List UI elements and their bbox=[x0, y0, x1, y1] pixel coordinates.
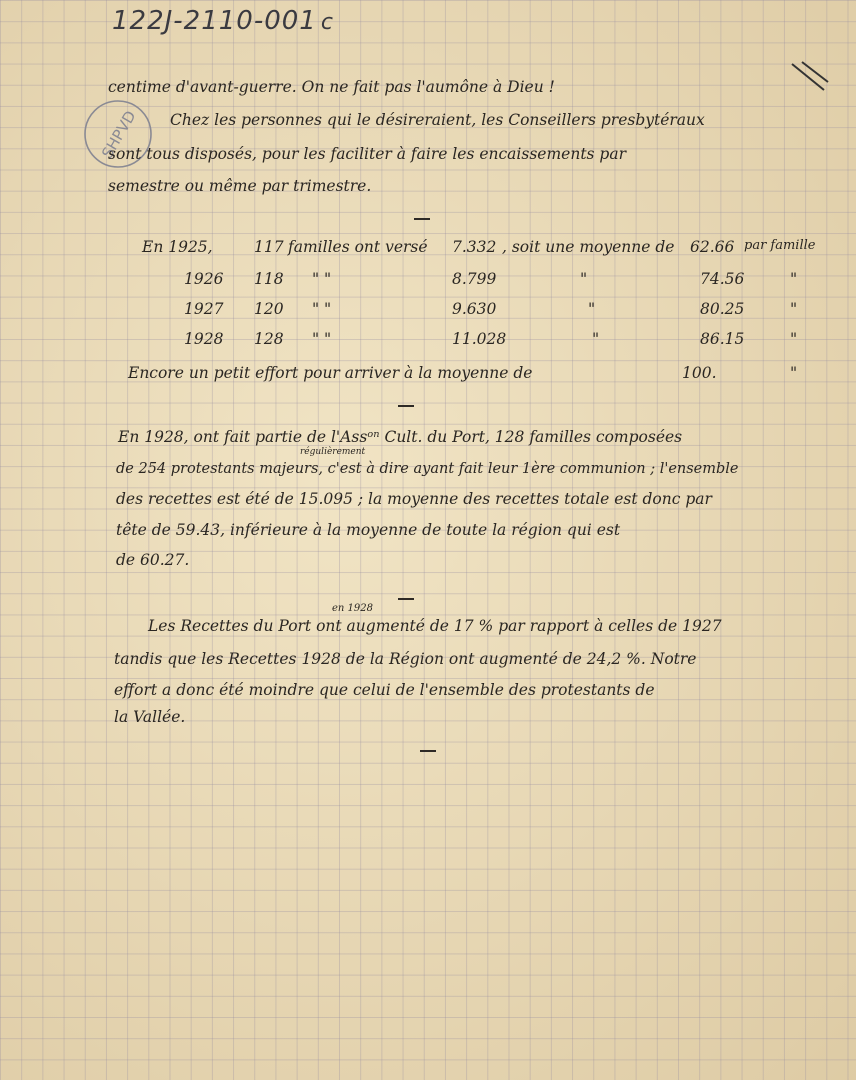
table-row-3-mid: " bbox=[592, 330, 600, 348]
table-row-3-amount: 11.028 bbox=[452, 330, 507, 348]
table-row-0-unit: par famille bbox=[744, 238, 816, 253]
table-row-1-unit: " bbox=[790, 270, 798, 288]
table-row-3-avg: 86.15 bbox=[700, 330, 745, 348]
pencil-mark-icon bbox=[790, 60, 830, 96]
paragraph1-line1: centime d'avant-guerre. On ne fait pas l'aumône à Dieu ! bbox=[108, 78, 555, 96]
table-row-3-verb: " " bbox=[312, 330, 332, 348]
table-row-2-unit: " bbox=[790, 300, 798, 318]
table-row-1-families: 118 bbox=[254, 270, 284, 288]
table-row-1-amount: 8.799 bbox=[452, 270, 497, 288]
paragraph3-line4: la Vallée. bbox=[114, 708, 186, 726]
table-row-0-families: 117 bbox=[254, 238, 284, 256]
paragraph2-line1: En 1928, ont fait partie de l'Assᵒⁿ Cult. du Port, 128 familles composées bbox=[118, 428, 683, 446]
table-row-1-year: 1926 bbox=[184, 270, 224, 288]
table-row-2-families: 120 bbox=[254, 300, 284, 318]
reference-code-main: 122J-2110-001 bbox=[112, 6, 317, 36]
table-target: 100. bbox=[682, 364, 717, 382]
separator-dash bbox=[414, 218, 430, 220]
table-row-2-avg: 80.25 bbox=[700, 300, 745, 318]
table-row-1-verb: " " bbox=[312, 270, 332, 288]
separator-dash bbox=[398, 598, 414, 600]
paragraph1-line2: Chez les personnes qui le désireraient, les Conseillers presbytéraux bbox=[170, 111, 705, 129]
table-row-0-year: En 1925, bbox=[142, 238, 213, 256]
paragraph2-line5: de 60.27. bbox=[116, 551, 190, 569]
table-row-2-verb: " " bbox=[312, 300, 332, 318]
table-row-3-unit: " bbox=[790, 330, 798, 348]
paragraph2-line2: de 254 protestants majeurs, c'est à dire ayant fait leur 1ère communion ; l'ensemble bbox=[116, 461, 739, 477]
table-row-0-amount: 7.332 bbox=[452, 238, 497, 256]
paragraph2-line3: des recettes est été de 15.095 ; la moyenne des recettes totale est donc par bbox=[116, 490, 712, 508]
paragraph3-line2: tandis que les Recettes 1928 de la Région ont augmenté de 24,2 %. Notre bbox=[114, 650, 697, 668]
table-row-3-year: 1928 bbox=[184, 330, 224, 348]
table-closing-line: Encore un petit effort pour arriver à la moyenne de bbox=[128, 364, 533, 382]
table-row-1-avg: 74.56 bbox=[700, 270, 745, 288]
separator-dash bbox=[420, 750, 436, 752]
paragraph3-insertion: en 1928 bbox=[332, 603, 373, 614]
table-row-2-year: 1927 bbox=[184, 300, 224, 318]
paragraph3-line1: Les Recettes du Port ont augmenté de 17 % par rapport à celles de 1927 bbox=[148, 617, 722, 635]
paragraph3-line3: effort a donc été moindre que celui de l'ensemble des protestants de bbox=[114, 681, 655, 699]
table-row-1-mid: " bbox=[580, 270, 588, 288]
reference-code bbox=[112, 6, 334, 36]
table-row-0-verb: familles ont versé bbox=[288, 238, 428, 256]
table-row-0-mid: , soit une moyenne de bbox=[502, 238, 675, 256]
separator-dash bbox=[398, 405, 414, 407]
table-row-2-mid: " bbox=[588, 300, 596, 318]
table-row-0-avg: 62.66 bbox=[690, 238, 735, 256]
paragraph2-insertion: régulièrement bbox=[300, 447, 366, 457]
table-row-2-amount: 9.630 bbox=[452, 300, 497, 318]
stamp-text: SHPVD bbox=[98, 107, 140, 162]
table-row-3-families: 128 bbox=[254, 330, 284, 348]
paragraph1-line3: sont tous disposés, pour les faciliter à faire les encaissements par bbox=[108, 145, 627, 163]
reference-code-suffix: c bbox=[320, 10, 334, 35]
paragraph1-line4: semestre ou même par trimestre. bbox=[108, 177, 372, 195]
table-target-unit: " bbox=[790, 364, 798, 382]
paragraph2-line4: tête de 59.43, inférieure à la moyenne de toute la région qui est bbox=[116, 521, 621, 539]
